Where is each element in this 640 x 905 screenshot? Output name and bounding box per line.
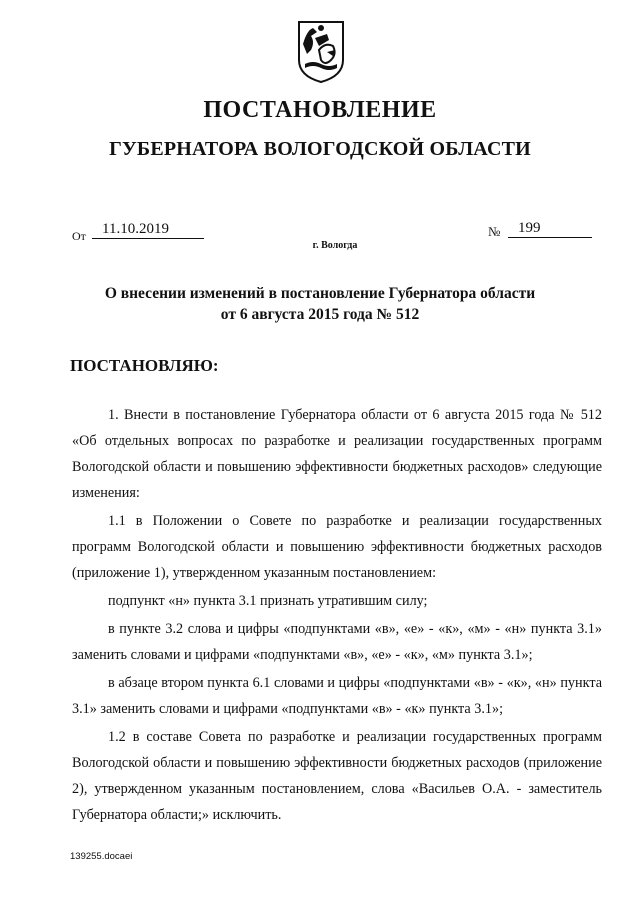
paragraph-subitem-3: в абзаце втором пункта 6.1 словами и цифры «подпунктами «в» - «к», «н» пункта 3.1» заменить словами и цифрами «подпунктами «в» - «к» пункта 3.1»; — [72, 675, 602, 717]
paragraph-subitem-2: в пункте 3.2 слова и цифры «подпунктами «в», «е» - «к», «м» - «н» пункта 3.1» заменить словами и цифрами «подпунктами «в», «е» - «к», «м» пункта 3.1»; — [72, 621, 602, 663]
date-value: 11.10.2019 — [92, 220, 204, 239]
document-body — [72, 402, 602, 828]
paragraph-subitem-1: подпункт «н» пункта 3.1 признать утратившим силу; — [108, 593, 428, 609]
document-subject — [0, 283, 640, 325]
document-subtitle: ГУБЕРНАТОРА ВОЛОГОДСКОЙ ОБЛАСТИ — [109, 138, 531, 160]
decree-word: ПОСТАНОВЛЯЮ: — [70, 356, 219, 375]
date-label: От — [72, 229, 86, 243]
subject-line-2: от 6 августа 2015 года № 512 — [220, 306, 420, 323]
paragraph-1-1: 1.1 в Положении о Совете по разработке и реализации государственных программ Вологодской области и повышению эффективности бюджетных расходов (приложение 1), утвержденном указанным постановлением: — [72, 513, 602, 581]
paragraph-1: 1. Внести в постановление Губернатора области от 6 августа 2015 года № 512 «Об отдельных вопросах по разработке и реализации государственных программ Вологодской области и повышению эффективности бюджетных расходов» следующие изменения: — [72, 407, 602, 501]
number-label: № — [488, 224, 501, 239]
city-name: г. Вологда — [312, 240, 358, 251]
subject-line-1: О внесении изменений в постановление Губернатора области — [104, 285, 536, 302]
footer-file-code: 139255.docaei — [70, 851, 133, 862]
number-value: 199 — [508, 219, 592, 238]
coat-of-arms-icon — [297, 20, 345, 84]
document-title: ПОСТАНОВЛЕНИЕ — [203, 97, 437, 123]
paragraph-1-2: 1.2 в составе Совета по разработке и реализации государственных программ Вологодской области и повышению эффективности бюджетных расходов (приложение 2), утвержденном указанным постановлением, слова «Васильев О.А. - заместитель Губернатора области;» исключить. — [72, 729, 602, 823]
